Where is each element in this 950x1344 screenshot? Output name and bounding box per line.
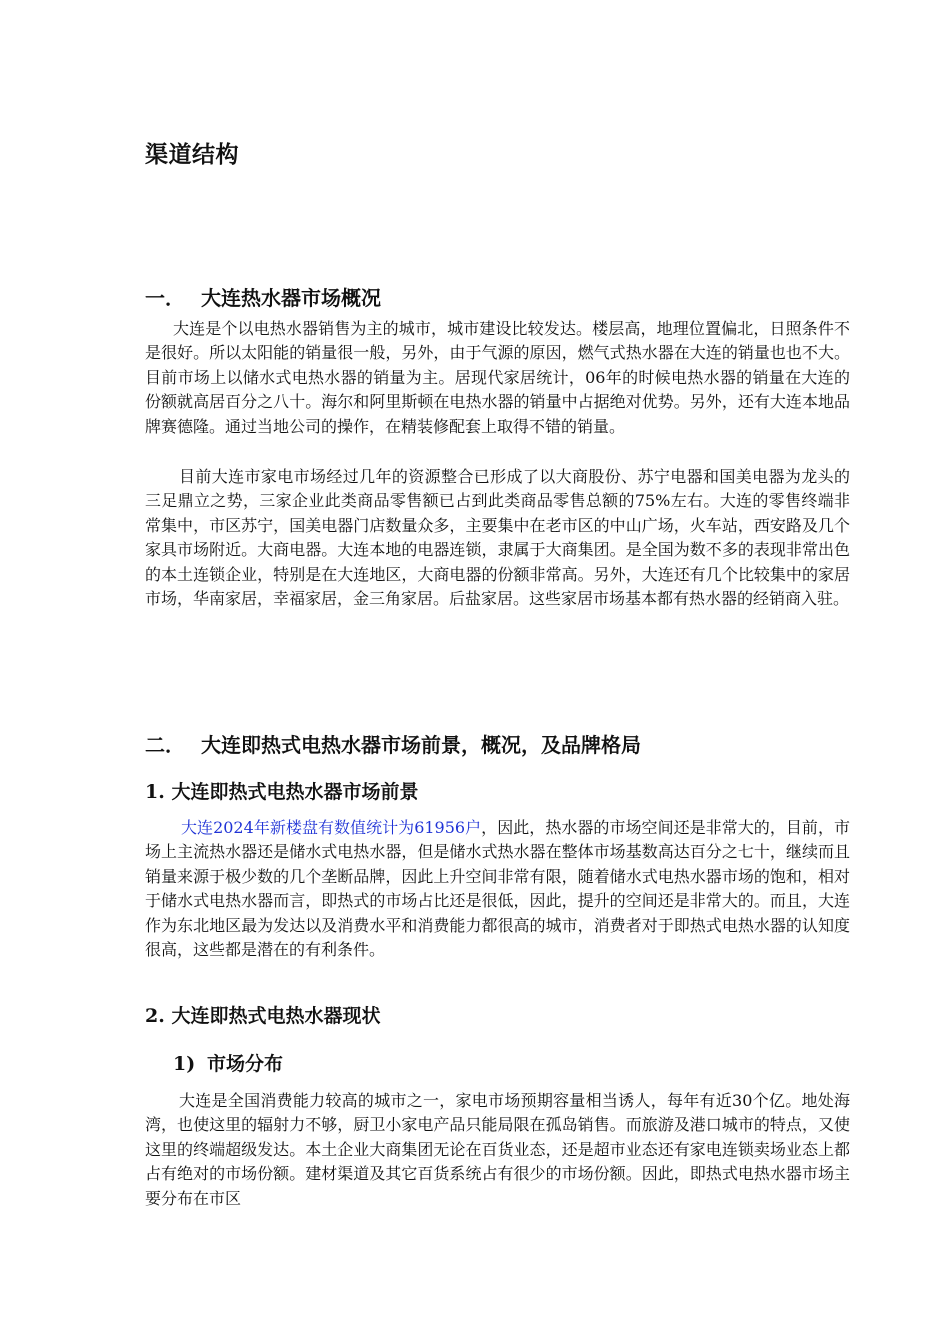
subsection-2-title: 大连即热式电热水器现状 (171, 1005, 381, 1027)
item-1-paragraph: 大连是全国消费能力较高的城市之一，家电市场预期容量相当诱人，每年有近30个亿。地处海湾，也使这里的辐射力不够，厨卫小家电产品只能局限在孤岛销售。而旅游及港口城市的特点，又使这里的终端超级发达。本土企业大商集团无论在百货业态，还是超市业态还有家电连锁卖场业态上都占有绝对的市场份额。建材渠道及其它百货系统占有很少的市场份额。因此，即热式电热水器市场主要分布在市区 (145, 1091, 850, 1208)
subsection-1-heading (145, 777, 418, 804)
section-2-number: 二． (145, 733, 185, 757)
section-1-paragraph-1: 大连是个以电热水器销售为主的城市，城市建设比较发达。楼层高，地理位置偏北，日照条件不是很好。所以太阳能的销量很一般，另外，由于气源的原因，燃气式热水器在大连的销量也也不大。目前市场上以储水式电热水器的销量为主。居现代家居统计，06年的时候电热水器的销量在大连的份额就高居百分之八十。海尔和阿里斯顿在电热水器的销量中占据绝对优势。另外，还有大连本地品牌赛德隆。通过当地公司的操作，在精装修配套上取得不错的销量。 (145, 319, 850, 436)
subsection-1-title: 大连即热式电热水器市场前景 (171, 781, 419, 803)
page-title: 渠道结构 (145, 142, 239, 168)
subsection-2-heading (145, 1001, 380, 1028)
item-1-heading (173, 1049, 283, 1076)
item-1-number: 1) (173, 1053, 196, 1075)
section-2-title: 大连即热式电热水器市场前景，概况，及品牌格局 (201, 733, 641, 757)
subsection-1-paragraph-text: ，因此，热水器的市场空间还是非常大的，目前，市场上主流热水器还是储水式电热水器，但是储水式热水器在整体市场基数高达百分之七十，继续而且销量来源于极少数的几个垄断品牌，因此上升空间非常有限，随着储水式电热水器市场的饱和，相对于储水式电热水器而言，即热式的市场占比还是很低，因此，提升的空间还是非常大的。而且，大连作为东北地区最为发达以及消费水平和消费能力都很高的城市，消费者对于即热式电热水器的认知度很高，这些都是潜在的有利条件。 (145, 818, 850, 960)
section-2-heading (145, 729, 641, 758)
section-1-heading (145, 282, 381, 311)
section-1-number: 一． (145, 286, 185, 310)
section-1-title: 大连热水器市场概况 (201, 286, 381, 310)
highlighted-statistic: 大连2024年新楼盘有数值统计为61956户 (181, 818, 482, 837)
subsection-2-number: 2. (145, 1005, 165, 1027)
item-1-title: 市场分布 (207, 1053, 284, 1075)
subsection-1-paragraph (145, 816, 850, 962)
subsection-1-number: 1. (145, 781, 165, 803)
section-1-paragraph-2: 目前大连市家电市场经过几年的资源整合已形成了以大商股份、苏宁电器和国美电器为龙头的三足鼎立之势，三家企业此类商品零售额已占到此类商品零售总额的75%左右。大连的零售终端非常集中，市区苏宁，国美电器门店数量众多，主要集中在老市区的中山广场，火车站，西安路及几个家具市场附近。大商电器。大连本地的电器连锁，隶属于大商集团。是全国为数不多的表现非常出色的本土连锁企业，特别是在大连地区，大商电器的份额非常高。另外，大连还有几个比较集中的家居市场，华南家居，幸福家居，金三角家居。后盐家居。这些家居市场基本都有热水器的经销商入驻。 (145, 467, 850, 609)
